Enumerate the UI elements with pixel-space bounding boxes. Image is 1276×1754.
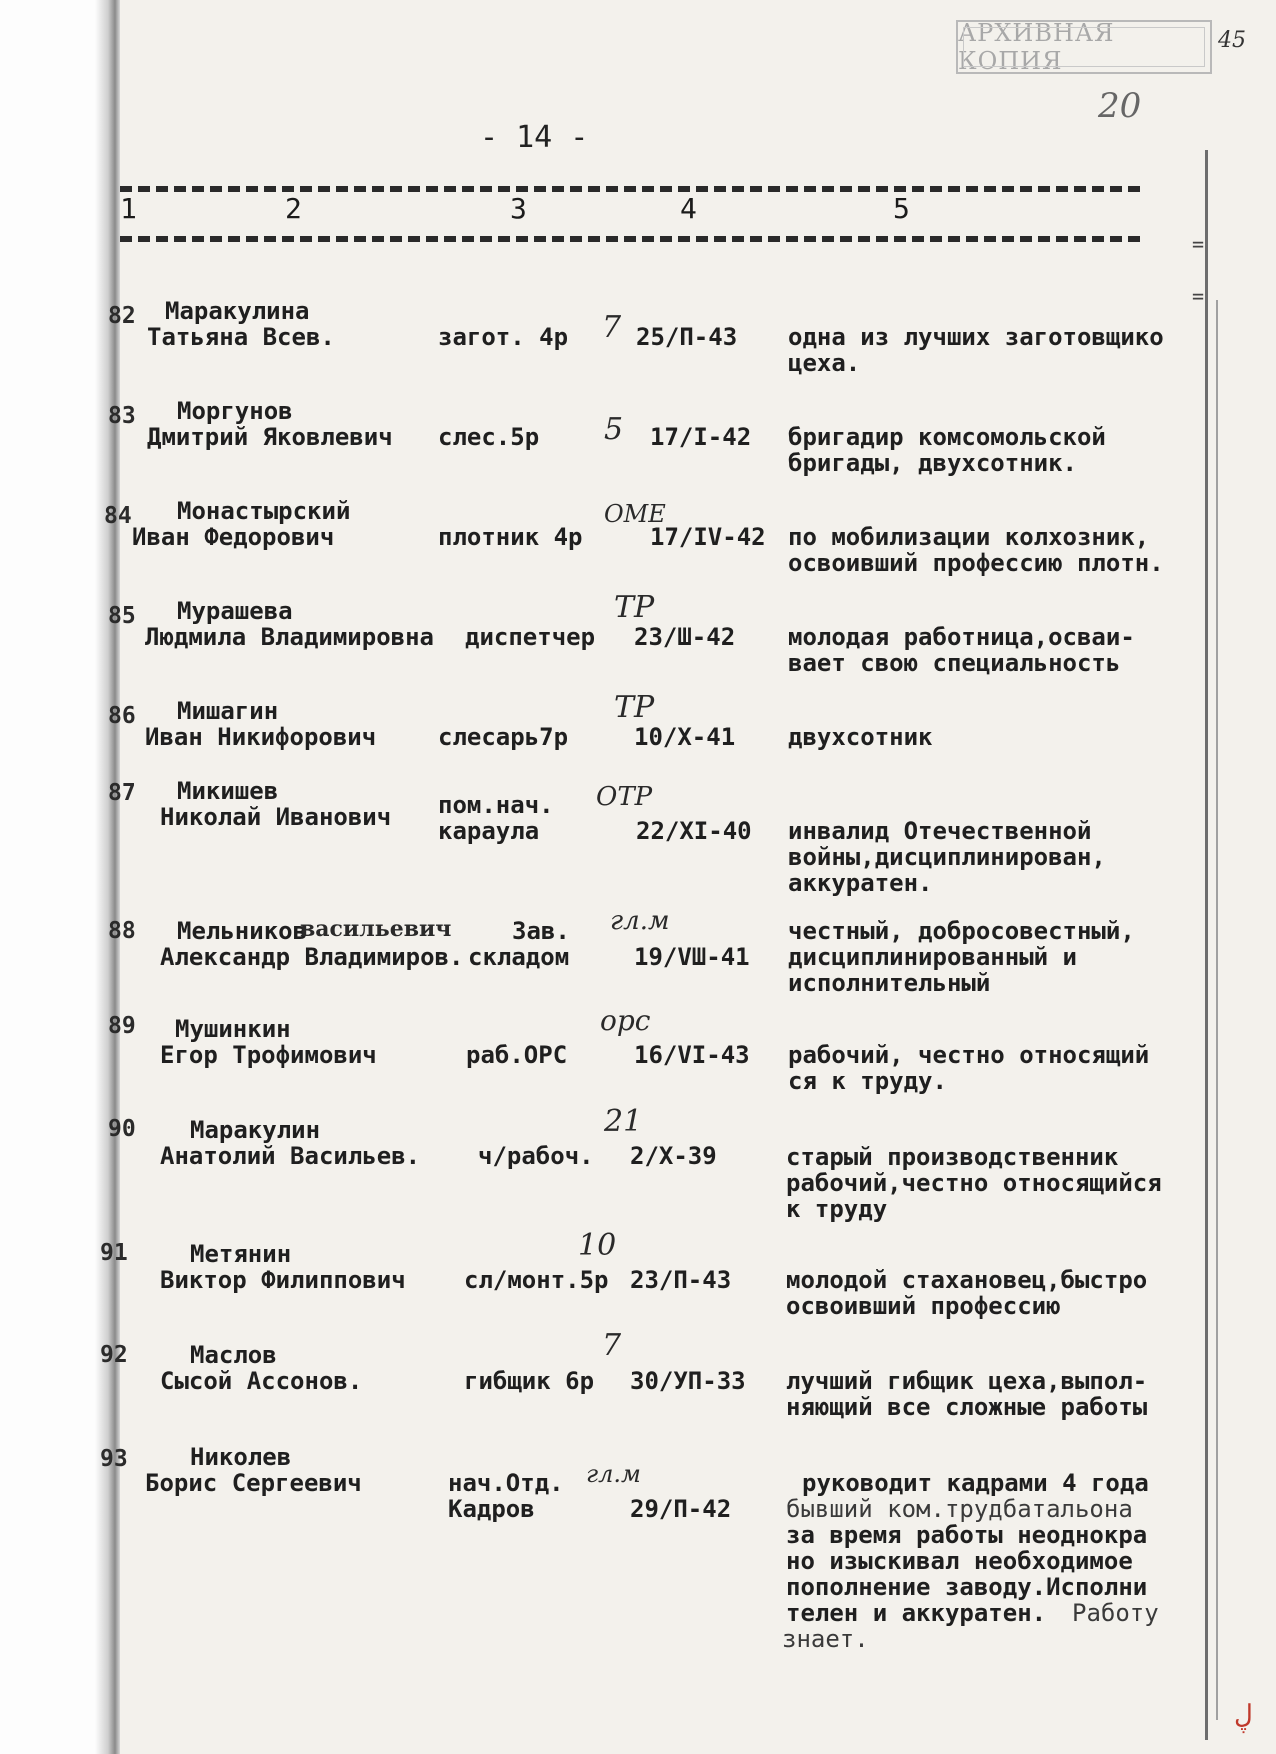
record-surname: Мишагин (177, 697, 279, 725)
record-note: по мобилизации колхозник, освоивший профессию плотн. (788, 523, 1164, 577)
record-name: Александр Владимиров. (160, 943, 464, 971)
record-name: Татьяна Всев. (147, 323, 335, 351)
folio-number: 20 (1098, 86, 1142, 126)
record-note: честный, добросовестный, дисциплинированный и исполнительный (788, 917, 1135, 997)
handwritten-mark: 7 (602, 310, 622, 345)
record-surname: Микишев (177, 777, 279, 805)
record-date: 23/Ш-42 (634, 623, 736, 651)
record-surname: Мурашева (177, 597, 293, 625)
record-note: инвалид Отечественной войны,дисциплинирован, аккуратен. (788, 817, 1106, 897)
record-note: лучший гибщик цеха,выпол- няющий все сложные работы (786, 1367, 1148, 1421)
record-note: молодая работница,осваи- вает свою специальность (788, 623, 1135, 677)
column-header-2: 2 (285, 192, 302, 225)
archive-stamp-border (963, 27, 1205, 67)
record-index: 87 (108, 780, 136, 806)
record-name: Людмила Владимировна (145, 623, 434, 651)
record-date: 17/I-42 (650, 423, 752, 451)
handwritten-mark: 5 (604, 412, 624, 447)
record-position: диспетчер (465, 623, 596, 651)
record-index: 89 (108, 1013, 136, 1039)
handwritten-mark: 21 (604, 1104, 643, 1139)
record-index: 88 (108, 918, 136, 944)
record-surname: Монастырский (177, 497, 351, 525)
column-header-4: 4 (680, 192, 697, 225)
record-position: нач.Отд. (448, 1469, 564, 1497)
margin-mark: = (1192, 284, 1205, 308)
record-date: 17/IV-42 (650, 523, 766, 551)
record-surname: Маракулин (190, 1116, 321, 1144)
record-surname: Мушинкин (175, 1015, 291, 1043)
record-position: слесарь7р (438, 723, 569, 751)
record-position: Зав. (512, 917, 570, 945)
record-index: 82 (108, 303, 136, 329)
column-header-5: 5 (893, 192, 910, 225)
corner-mark-icon: ڸ (1234, 1700, 1253, 1730)
margin-mark: = (1192, 232, 1205, 256)
record-name: Николай Иванович (160, 803, 392, 831)
record-index: 91 (100, 1240, 128, 1266)
record-date: 19/VШ-41 (634, 943, 750, 971)
record-note: руководит кадрами 4 года (802, 1469, 1149, 1497)
record-name: Иван Федорович (132, 523, 335, 551)
record-position: ч/рабоч. (478, 1142, 594, 1170)
record-date: 29/П-42 (630, 1495, 732, 1523)
header-rule-top (120, 186, 1140, 192)
record-note-tail: Работу (1072, 1599, 1159, 1627)
handwritten-mark: гл.м (586, 1460, 641, 1488)
handwritten-mark: ОТР (596, 782, 653, 812)
record-note: старый производственник рабочий,честно относящийся к труду (786, 1143, 1162, 1223)
record-position: складом (468, 943, 570, 971)
record-date: 10/Х-41 (634, 723, 736, 751)
record-position: сл/монт.5р (464, 1266, 609, 1294)
record-note: одна из лучших заготовщико цеха. (788, 323, 1164, 377)
margin-rule-2 (1216, 300, 1218, 1720)
record-index: 83 (108, 403, 136, 429)
record-surname: Николев (190, 1443, 292, 1471)
record-index: 93 (100, 1446, 128, 1472)
record-name: Сысой Ассонов. (160, 1367, 363, 1395)
handwritten-mark: орс (600, 1004, 651, 1037)
record-note-typed-insert: бывший ком.трудбатальона (786, 1495, 1133, 1523)
record-date: 2/Х-39 (630, 1142, 717, 1170)
archive-stamp-text: АРХИВНАЯ КОПИЯ (958, 19, 1115, 75)
record-position: пом.нач. (438, 791, 554, 819)
record-date: 23/П-43 (630, 1266, 732, 1294)
binding-edge (0, 0, 120, 1754)
record-note-last: знает. (782, 1625, 869, 1653)
record-date: 16/VI-43 (634, 1041, 750, 1069)
record-name: Егор Трофимович (160, 1041, 377, 1069)
record-position: раб.ОРС (466, 1041, 568, 1069)
column-header-1: 1 (120, 192, 137, 225)
record-index: 86 (108, 703, 136, 729)
record-surname: Метянин (190, 1240, 292, 1268)
record-index: 84 (104, 503, 132, 529)
record-name: Виктор Филиппович (160, 1266, 406, 1294)
record-index: 85 (108, 603, 136, 629)
record-surname: Маракулина (165, 297, 310, 325)
record-note: двухсотник (788, 723, 933, 751)
page-number: - 14 - (480, 120, 589, 155)
record-date: 22/XI-40 (636, 817, 752, 845)
record-note: бригадир комсомольской бригады, двухсотник. (788, 423, 1106, 477)
record-position: гибщик 6р (464, 1367, 595, 1395)
handwritten-mark: 7 (602, 1328, 622, 1363)
record-date: 30/УП-33 (630, 1367, 746, 1395)
handwritten-mark: ОМЕ (604, 500, 666, 528)
record-position: слес.5р (438, 423, 540, 451)
record-date: 25/П-43 (636, 323, 738, 351)
handwritten-mark: гл.м (610, 906, 670, 936)
column-header-3: 3 (510, 192, 527, 225)
record-surname: Мельников (177, 917, 308, 945)
archive-stamp (956, 20, 1212, 74)
handwritten-mark: 10 (578, 1228, 617, 1263)
header-rule-bottom (120, 236, 1140, 242)
record-note-continued: за время работы неоднокра но изыскивал необходимое пополнение заводу.Исполни телен и аккуратен. (786, 1521, 1148, 1627)
record-index: 92 (100, 1342, 128, 1368)
record-position: загот. 4р (438, 323, 569, 351)
record-note: молодой стахановец,быстро освоивший профессию (786, 1266, 1148, 1320)
record-index: 90 (108, 1116, 136, 1142)
record-note: рабочий, честно относящий ся к труду. (788, 1041, 1150, 1095)
margin-rule (1205, 150, 1208, 1740)
record-surname: Маслов (190, 1341, 277, 1369)
record-position: плотник 4р (438, 523, 583, 551)
record-position: Кадров (448, 1495, 535, 1523)
handwritten-mark: ТР (614, 590, 655, 625)
record-position: караула (438, 817, 540, 845)
handwritten-mark: ТР (614, 690, 655, 725)
record-name: Дмитрий Яковлевич (147, 423, 393, 451)
record-name: Иван Никифорович (145, 723, 377, 751)
corner-number: 45 (1218, 28, 1246, 53)
record-name: Анатолий Васильев. (160, 1142, 421, 1170)
record-name: Борис Сергеевич (145, 1469, 362, 1497)
correction-text: васильевич (300, 916, 452, 942)
record-surname: Моргунов (177, 397, 293, 425)
